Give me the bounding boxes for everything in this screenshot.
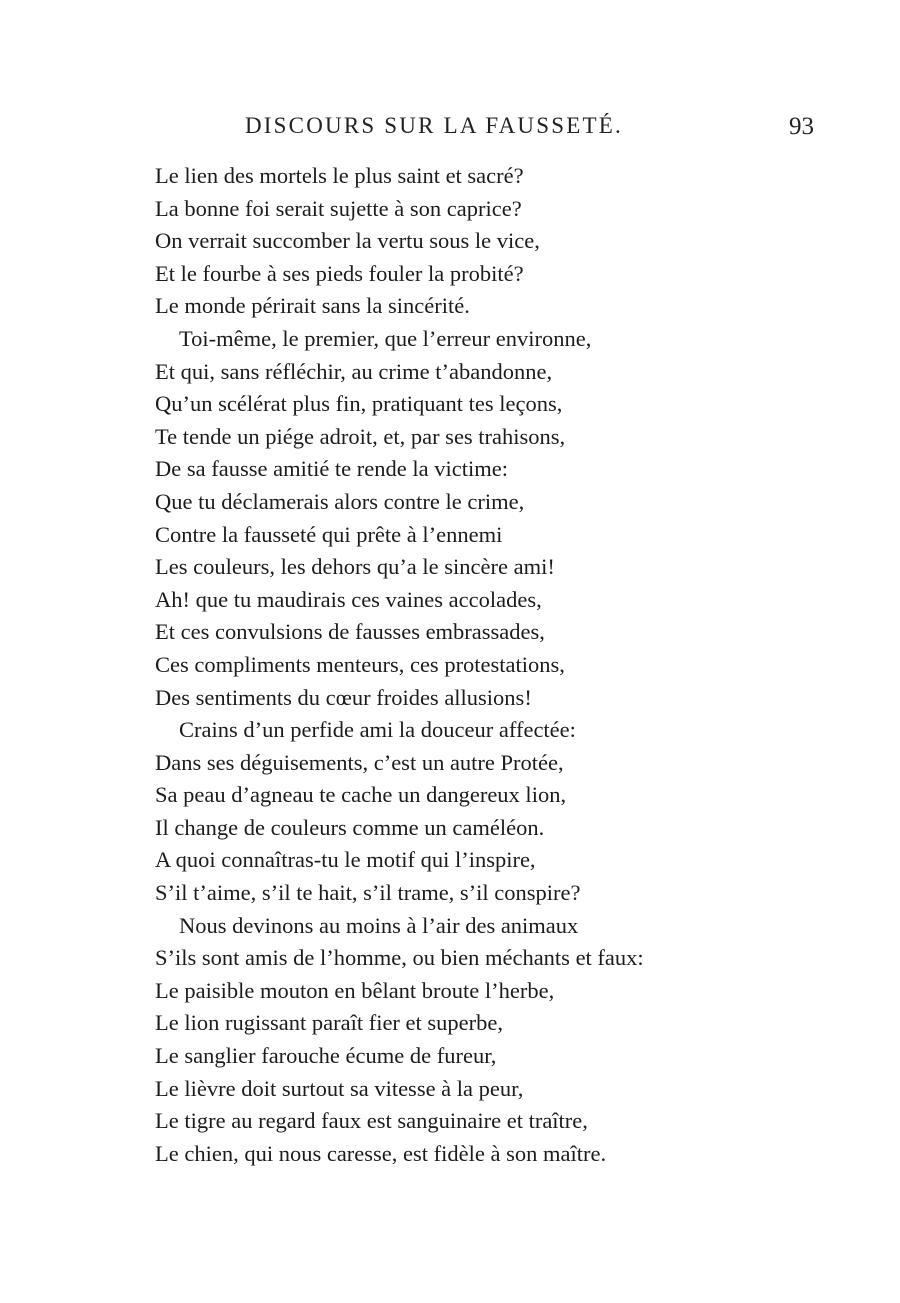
verse-line: Le monde périrait sans la sincérité. [155,293,470,319]
verse-line: Le lièvre doit surtout sa vitesse à la peur, [155,1075,524,1101]
verse-line: Sa peau d’agneau te cache un dangereux lion, [155,782,567,808]
running-title: DISCOURS SUR LA FAUSSETÉ. [245,113,623,138]
verse-line: Le sanglier farouche écume de fureur, [155,1043,497,1069]
verse-line: Ces compliments menteurs, ces protestations, [155,651,565,677]
verse-line: On verrait succomber la vertu sous le vice, [155,228,540,254]
verse-line: Ah! que tu maudirais ces vaines accolades, [155,586,542,612]
verse-line: Il change de couleurs comme un caméléon. [155,814,545,840]
verse-line: Contre la fausseté qui prête à l’ennemi [155,521,503,547]
page-number: 93 [789,113,814,140]
verse-line: Qu’un scélérat plus fin, pratiquant tes leçons, [155,391,563,417]
poem-body [155,160,855,1170]
verse-line: S’ils sont amis de l’homme, ou bien méchants et faux: [155,945,644,971]
running-header [0,113,900,147]
verse-line: Crains d’un perfide ami la douceur affectée: [179,717,576,743]
verse-line: Le paisible mouton en bêlant broute l’herbe, [155,977,555,1003]
verse-line: S’il t’aime, s’il te hait, s’il trame, s’il conspire? [155,880,581,906]
verse-line: Dans ses déguisements, c’est un autre Protée, [155,749,564,775]
verse-line: La bonne foi serait sujette à son caprice? [155,195,522,221]
verse-line: Et le fourbe à ses pieds fouler la probité? [155,260,524,286]
verse-line: Et qui, sans réfléchir, au crime t’abandonne, [155,358,553,384]
verse-line: Les couleurs, les dehors qu’a le sincère ami! [155,554,555,580]
verse-line: Le lion rugissant paraît fier et superbe, [155,1010,504,1036]
verse-line: Le chien, qui nous caresse, est fidèle à son maître. [155,1140,607,1166]
verse-line: Nous devinons au moins à l’air des animaux [179,912,579,938]
verse-line: Te tende un piége adroit, et, par ses trahisons, [155,423,566,449]
verse-line: Des sentiments du cœur froides allusions! [155,684,532,710]
verse-line: Le lien des mortels le plus saint et sacré? [155,163,524,188]
verse-line: Le tigre au regard faux est sanguinaire et traître, [155,1108,588,1134]
verse-line: Toi-même, le premier, que l’erreur environne, [179,325,592,351]
verse-line: A quoi connaîtras-tu le motif qui l’inspire, [155,847,536,873]
verse-line: Et ces convulsions de fausses embrassades, [155,619,545,645]
verse-line: Que tu déclamerais alors contre le crime, [155,488,525,514]
verse-line: De sa fausse amitié te rende la victime: [155,456,508,482]
